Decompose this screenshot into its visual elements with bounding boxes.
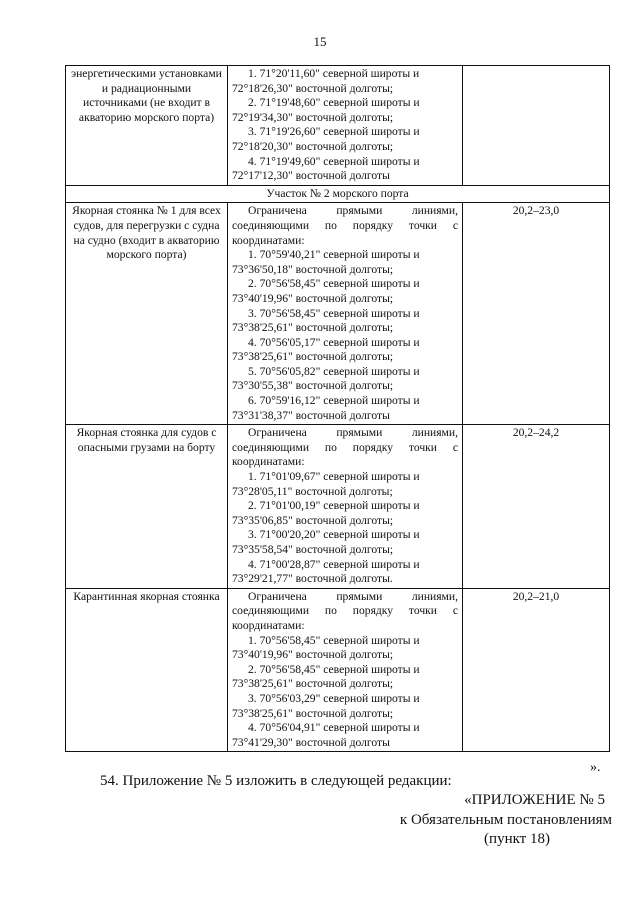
coordinate-point: 4. 70°56'04,91" северной широты и	[248, 721, 420, 735]
area-name-cell: Якорная стоянка № 1 для всех судов, для перегрузки с судна на судно (входит в акваторию морского порта)	[66, 203, 228, 425]
depth-cell: 20,2–23,0	[463, 203, 610, 425]
coordinates-cell: Ограничена прямыми линиями, соединяющими по порядку точки с координатами: 1. 70°56'58,45" северной широты и 73°40'19,96" восточной долготы; 2. 70°56'58,45" северной широты и 73°38'25,61" восточной долготы; 3. 70°56'03,29" северной широты и 73°38'25,61" восточной долготы; 4. 70°56'04,91" северной широты и 73°41'29,30" восточной долготы	[228, 588, 463, 752]
appendix-reference: к Обязательным постановлениям	[399, 812, 612, 828]
depth-cell: 20,2–21,0	[463, 588, 610, 752]
anchorage-coordinates-table	[65, 65, 610, 752]
coordinate-point: 2. 71°19'48,60" северной широты и	[248, 96, 420, 110]
coordinates-cell: 1. 71°20'11,60" северной широты и 72°18'26,30" восточной долготы; 2. 71°19'48,60" северной широты и 72°19'34,30" восточной долготы; 3. 71°19'26,60" северной широты и 72°18'20,30" восточной долготы; 4. 71°19'49,60" северной широты и 72°17'12,30" восточной долготы	[228, 66, 463, 186]
coordinate-point: 3. 71°19'26,60" северной широты и	[248, 125, 420, 139]
appendix-title: «ПРИЛОЖЕНИЕ № 5	[464, 792, 605, 808]
coordinate-point: 1. 70°59'40,21" северной широты и	[248, 248, 420, 262]
boundary-description: Ограничена прямыми линиями, соединяющими по порядку точки с координатами:	[232, 589, 458, 632]
coordinate-point: 6. 70°59'16,12" северной широты и	[248, 394, 420, 408]
table-row	[66, 588, 610, 752]
coordinate-point: 1. 71°20'11,60" северной широты и	[248, 67, 420, 80]
coordinate-point: 4. 71°19'49,60" северной широты и	[248, 154, 420, 168]
coordinate-point: 2. 71°01'00,19" северной широты и	[248, 499, 420, 513]
coordinate-point: 2. 70°56'58,45" северной широты и	[248, 662, 420, 676]
appendix-item: (пункт 18)	[484, 831, 550, 847]
coordinate-point: 4. 70°56'05,17" северной широты и	[248, 335, 420, 349]
coordinate-point: 1. 70°56'58,45" северной широты и	[248, 633, 420, 647]
boundary-description: Ограничена прямыми линиями, соединяющими по порядку точки с координатами:	[232, 204, 458, 247]
area-name-cell: энергетическими установками и радиационными источниками (не входит в акваторию морского порта)	[66, 66, 228, 186]
coordinate-point: 3. 70°56'03,29" северной широты и	[248, 691, 420, 705]
coordinate-point: 4. 71°00'28,87" северной широты и	[248, 557, 420, 571]
coordinates-cell: Ограничена прямыми линиями, соединяющими по порядку точки с координатами: 1. 70°59'40,21" северной широты и 73°36'50,18" восточной долготы; 2. 70°56'58,45" северной широты и 73°40'19,96" восточной долготы; 3. 70°56'58,45" северной широты и 73°38'25,61" восточной долготы; 4. 70°56'05,17" северной широты и 73°38'25,61" восточной долготы; 5. 70°56'05,82" северной широты и 73°30'55,38" восточной долготы; 6. 70°59'16,12" северной широты и 73°31'38,37" восточной долготы	[228, 203, 463, 425]
amendment-paragraph: 54. Приложение № 5 изложить в следующей редакции:	[100, 773, 452, 789]
area-name-cell: Якорная стоянка для судов с опасными грузами на борту	[66, 425, 228, 589]
section-header: Участок № 2 морского порта	[66, 185, 610, 203]
table-row	[66, 66, 610, 186]
table-row	[66, 203, 610, 425]
coordinate-point: 2. 70°56'58,45" северной широты и	[248, 277, 420, 291]
area-name-cell: Карантинная якорная стоянка	[66, 588, 228, 752]
coordinate-point: 3. 70°56'58,45" северной широты и	[248, 306, 420, 320]
table-row	[66, 425, 610, 589]
coordinate-point: 1. 71°01'09,67" северной широты и	[248, 470, 420, 484]
table-row	[66, 185, 610, 203]
coordinate-point: 5. 70°56'05,82" северной широты и	[248, 364, 420, 378]
depth-cell: 20,2–24,2	[463, 425, 610, 589]
coordinates-cell: Ограничена прямыми линиями, соединяющими по порядку точки с координатами: 1. 71°01'09,67" северной широты и 73°28'05,11" восточной долготы; 2. 71°01'00,19" северной широты и 73°35'06,85" восточной долготы; 3. 71°00'20,20" северной широты и 73°35'58,54" восточной долготы; 4. 71°00'28,87" северной широты и 73°29'21,77" восточной долготы.	[228, 425, 463, 589]
closing-quote: ».	[590, 760, 601, 775]
depth-cell	[463, 66, 610, 186]
boundary-description: Ограничена прямыми линиями, соединяющими по порядку точки с координатами:	[232, 426, 458, 469]
coordinate-point: 3. 71°00'20,20" северной широты и	[248, 528, 420, 542]
page-number: 15	[313, 34, 327, 49]
